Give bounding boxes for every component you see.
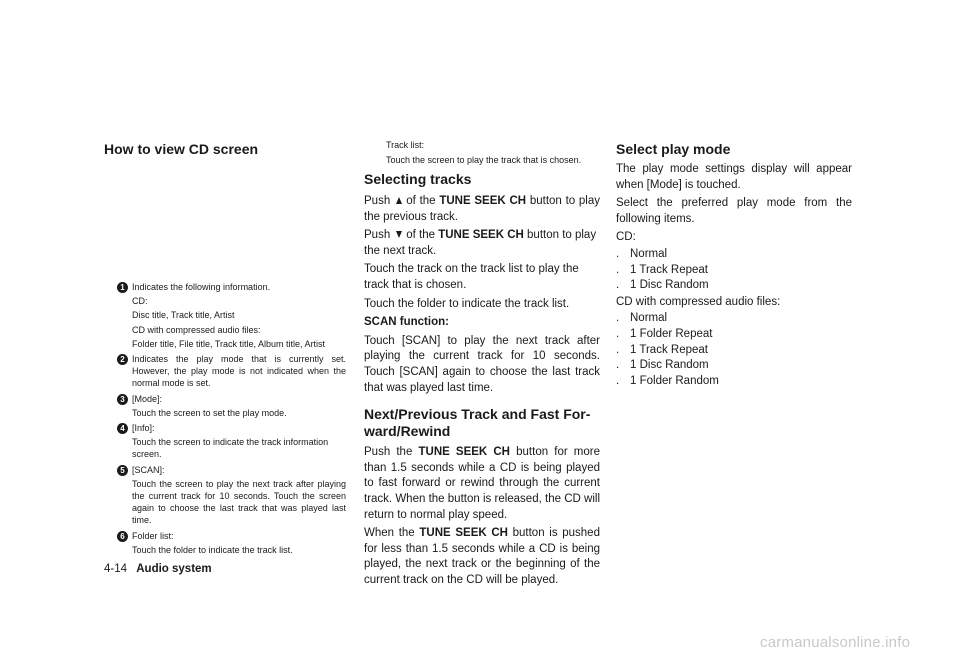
selecting-tracks-heading: Selecting tracks: [364, 171, 472, 187]
compressed-mode-item: . 1 Folder Random: [616, 374, 719, 387]
cd-screen-heading: How to view CD screen: [104, 141, 259, 157]
scan-function-title: SCAN function:: [364, 316, 449, 329]
next-track-paragraph: Push of the TUNE SEEK CH button to play the next track.: [364, 229, 597, 257]
cd-mode-item: . Normal: [616, 247, 668, 260]
callout-item-3: 3 [Mode]: Touch the screen to set the play mode.: [132, 393, 346, 419]
compressed-mode-item: . 1 Disc Random: [616, 359, 709, 372]
cd-screen-callout-list: [120, 281, 346, 556]
touch-folder-paragraph: Touch the folder to indicate the track list.: [364, 297, 570, 310]
scan-function-paragraph: Touch [SCAN] to play the next track after playing the current track for 10 seconds. Touch [SCAN] again to choose the last track that was played last time.: [364, 334, 600, 394]
callout-item-1: 1 Indicates the following information. CD: Disc title, Track title, Artist CD with compressed audio files: Folder title, File title, Track title, Album title, Artist: [132, 281, 346, 350]
track-list-callout: Track list: Touch the screen to play the track that is chosen.: [386, 140, 582, 166]
callout-number-5: 5: [117, 465, 128, 476]
short-push-paragraph: When the TUNE SEEK CH button is pushed for less than 1.5 seconds while a CD is being played, the next track or the beginning of the current track on the CD will be played.: [364, 527, 600, 586]
select-play-mode-heading: Select play mode: [616, 141, 731, 157]
compressed-label: CD with compressed audio files:: [616, 295, 781, 308]
fast-forward-paragraph: Push the TUNE SEEK CH button for more than 1.5 seconds while a CD is being played to fast forward or rewind through the current track. When the button is released, the CD will return to normal play speed.: [364, 446, 601, 521]
callout-number-6: 6: [117, 531, 128, 542]
seek-down-arrow-icon: [396, 231, 402, 238]
cd-label: CD:: [616, 231, 636, 244]
next-previous-heading: Next/Previous Track and Fast For- ward/Rewind: [364, 406, 591, 440]
watermark: carmanualsonline.info: [760, 634, 911, 651]
callout-item-4: 4 [Info]: Touch the screen to indicate the track information screen.: [132, 422, 346, 461]
callout-number-4: 4: [117, 423, 128, 434]
compressed-mode-item: . 1 Folder Repeat: [616, 327, 713, 340]
page-footer: [104, 563, 212, 575]
cd-mode-item: . 1 Track Repeat: [616, 263, 708, 276]
callout-number-3: 3: [117, 394, 128, 405]
page-number: 4-14: [104, 563, 128, 575]
callout-number-2: 2: [117, 354, 128, 365]
select-play-mode-section: [616, 141, 852, 389]
compressed-mode-item: . Normal: [616, 312, 668, 325]
compressed-mode-item: . 1 Track Repeat: [616, 343, 708, 356]
selecting-tracks-section: [364, 171, 600, 588]
section-name: Audio system: [136, 563, 212, 575]
prev-track-paragraph: Push of the TUNE SEEK CH button to play the previous track.: [364, 195, 601, 223]
callout-item-5: 5 [SCAN]: Touch the screen to play the next track after playing the current track for 10 seconds. Touch the screen again to choose the last track that was played last time.: [132, 464, 346, 527]
callout-item-6: 6 Folder list: Touch the folder to indicate the track list.: [132, 530, 346, 556]
callout-item-2: 2 Indicates the play mode that is currently set. However, the play mode is not indicated when the normal mode is set.: [132, 353, 346, 390]
touch-track-paragraph: Touch the track on the track list to play the track that is chosen.: [364, 263, 579, 291]
seek-up-arrow-icon: [396, 197, 402, 204]
cd-mode-item: . 1 Disc Random: [616, 279, 709, 292]
play-mode-select-text: Select the preferred play mode from the following items.: [616, 197, 852, 225]
play-mode-intro: The play mode settings display will appear when [Mode] is touched.: [616, 163, 852, 191]
callout-number-1: 1: [117, 282, 128, 293]
